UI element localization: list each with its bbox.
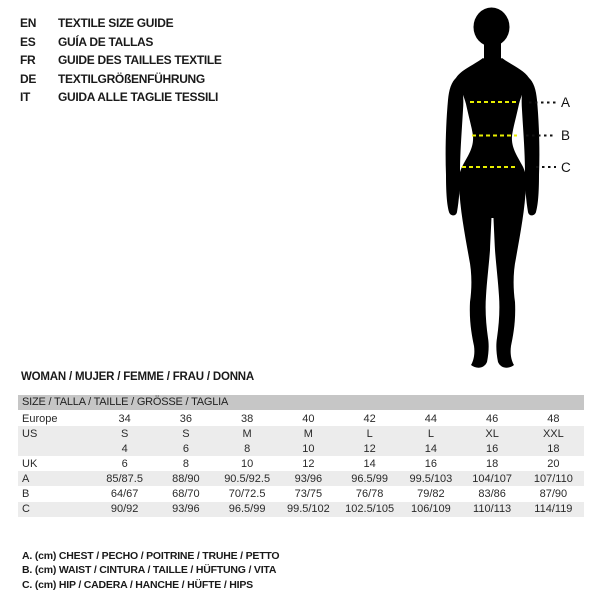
marker-label-chest: A (561, 95, 571, 110)
size-cell: 34 (118, 412, 131, 425)
size-cell: 107/110 (533, 472, 573, 485)
size-cell: 8 (244, 442, 251, 455)
woman-silhouette (430, 0, 575, 378)
size-cell: 96.5/99 (351, 472, 388, 485)
legend-waist: B. (cm) WAIST / CINTURA / TAILLE / HÜFTUNG / VITA (22, 564, 277, 577)
lang-row-fr (20, 51, 222, 70)
table-row-B (18, 486, 584, 501)
size-table (18, 395, 584, 517)
size-cell: 99.5/103 (409, 472, 453, 485)
marker-label-hip: C (561, 160, 571, 175)
size-cell: 87/90 (539, 488, 568, 501)
size-cell: 73/75 (294, 488, 323, 501)
size-cell: 16 (486, 442, 499, 455)
lang-row-en (20, 14, 222, 33)
table-row-us-numeric (18, 441, 584, 456)
size-cell: 46 (486, 412, 499, 425)
row-label: B (22, 488, 30, 501)
size-cell: 64/67 (110, 488, 139, 501)
lang-code: ES (20, 34, 36, 49)
size-cell: 18 (547, 442, 560, 455)
size-cell: 96.5/99 (228, 503, 266, 516)
size-cell: 110/113 (473, 503, 512, 516)
size-cell: 79/82 (417, 488, 445, 501)
size-cell: 36 (179, 412, 192, 425)
size-cell: 104/107 (472, 472, 512, 485)
size-cell: 93/96 (294, 472, 323, 485)
row-label: US (22, 427, 38, 440)
row-label: UK (22, 457, 38, 470)
size-cell: XXL (542, 427, 564, 440)
size-cell: 85/87.5 (106, 472, 143, 485)
size-cell: 14 (363, 457, 376, 470)
table-row-A (18, 471, 584, 486)
size-cell: 70/72.5 (228, 488, 266, 501)
lang-code: IT (20, 90, 31, 105)
table-row-Europe (18, 411, 584, 426)
legend-hip: C. (cm) HIP / CADERA / HANCHE / HÜFTE / HIPS (22, 578, 253, 591)
size-cell: 114/119 (534, 503, 573, 516)
size-cell: 12 (363, 442, 376, 455)
size-cell: 76/78 (355, 488, 384, 501)
silhouette-left-leg (459, 185, 492, 368)
size-cell: S (120, 427, 129, 440)
lang-row-it (20, 88, 222, 107)
size-cell: 68/70 (172, 488, 200, 501)
legend-chest: A. (cm) CHEST / PECHO / POITRINE / TRUHE / PETTO (22, 550, 280, 562)
size-cell: 10 (302, 442, 315, 455)
size-cell: 6 (121, 457, 128, 470)
size-cell: 18 (486, 457, 499, 470)
lang-code: EN (20, 16, 37, 31)
lang-code: FR (20, 53, 36, 68)
size-cell: M (303, 427, 313, 440)
lang-row-es (20, 33, 222, 52)
size-cell: 90/92 (110, 503, 139, 516)
size-cell: 6 (182, 442, 189, 455)
size-cell: 83/86 (478, 488, 506, 501)
size-cell: M (242, 427, 252, 440)
table-row-UK (18, 456, 584, 471)
lang-title: TEXTILGRÖßENFÜHRUNG (58, 71, 205, 86)
size-cell: L (366, 427, 373, 440)
measure-legend (22, 549, 279, 592)
size-cell: 93/96 (172, 503, 200, 516)
table-row-US (18, 426, 584, 441)
size-cell: 10 (241, 457, 254, 470)
lang-title: GUIDA ALLE TAGLIE TESSILI (58, 90, 219, 105)
row-label: A (22, 472, 30, 485)
size-cell: 106/109 (410, 503, 451, 516)
size-cell: 90.5/92.5 (224, 472, 271, 485)
lang-title: GUIDE DES TAILLES TEXTILE (58, 53, 222, 68)
table-row-C (18, 502, 584, 517)
size-cell: S (182, 427, 190, 440)
size-cell: 99.5/102 (286, 503, 330, 516)
size-cell: 102.5/105 (345, 503, 395, 516)
row-label: C (22, 503, 30, 516)
size-cell: 8 (182, 457, 189, 470)
size-cell: 16 (424, 457, 437, 470)
marker-label-waist: B (561, 128, 571, 143)
size-table-body (18, 411, 584, 517)
silhouette-right-leg (493, 185, 526, 368)
size-cell: 20 (547, 457, 560, 470)
size-cell: 44 (424, 412, 437, 425)
size-table-header: SIZE / TALLA / TAILLE / GRÖSSE / TAGLIA (18, 395, 584, 410)
size-cell: L (427, 427, 434, 440)
row-label: Europe (22, 412, 58, 425)
lang-title: TEXTILE SIZE GUIDE (58, 16, 174, 31)
size-cell: XL (485, 427, 499, 440)
size-cell: 40 (302, 412, 315, 425)
size-cell: 42 (363, 412, 376, 425)
category-title: WOMAN / MUJER / FEMME / FRAU / DONNA (21, 371, 255, 383)
size-cell: 48 (547, 412, 560, 425)
lang-title: GUÍA DE TALLAS (58, 34, 154, 49)
size-cell: 12 (302, 457, 315, 470)
size-cell: 4 (121, 442, 128, 455)
size-cell: 88/90 (172, 472, 200, 485)
size-cell: 14 (424, 442, 437, 455)
size-cell: 38 (241, 412, 254, 425)
language-title-list (20, 14, 222, 107)
lang-code: DE (20, 71, 37, 86)
lang-row-de (20, 70, 222, 89)
